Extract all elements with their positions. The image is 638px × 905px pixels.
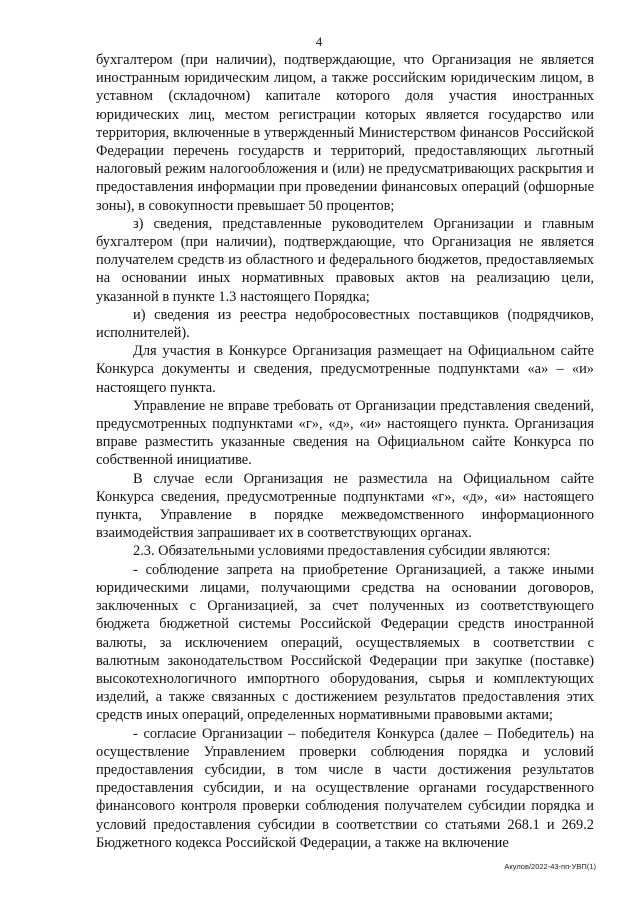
paragraph-2: з) сведения, представленные руководителем Организации и главным бухгалтером (при наличии), подтверждающие, что Организация не является получателем средств из областного и федерального бюджетов, предоставляемых на основании иных нормативных правовых актов на реализацию цели, указанной в пункте 1.3 настоящего Порядка;: [96, 215, 594, 305]
paragraph-5: Управление не вправе требовать от Организации представления сведений, предусмотренных подпунктами «г», «д», «и» настоящего пункта. Организация вправе разместить указанные сведения на Официальном сайте Конкурса по собственной инициативе.: [96, 397, 594, 469]
paragraph-4: Для участия в Конкурсе Организация размещает на Официальном сайте Конкурса документы и сведения, предусмотренные подпунктами «а» – «и» настоящего пункта.: [96, 343, 594, 396]
footer-document-code: Акулов/2022-43-пп-УВП(1): [504, 862, 596, 871]
paragraph-3: и) сведения из реестра недобросовестных поставщиков (подрядчиков, исполнителей).: [96, 306, 594, 342]
page-number: 4: [315, 34, 323, 49]
paragraph-6: В случае если Организация не разместила на Официальном сайте Конкурса сведения, предусмотренные подпунктами «г», «д», «и» настоящего пункта, Управление в порядке межведомственного информационного взаимодействия запрашивает их в соответствующих органах.: [96, 470, 594, 542]
paragraph-7: 2.3. Обязательными условиями предоставления субсидии являются:: [133, 543, 551, 560]
paragraph-8: - соблюдение запрета на приобретение Организацией, а также иными юридическими лицами, получающими средства на основании договоров, заключенных с Организацией, за счет полученных из соответствующего бюджета бюджетной системы Российской Федерации средств иностранной валюты, за исключением операций, осуществляемых в соответствии с валютным законодательством Российской Федерации при закупке (поставке) высокотехнологичного импортного оборудования, сырья и комплектующих изделий, а также связанных с достижением результатов предоставления этих средств иных операций, определенных нормативными правовыми актами;: [96, 561, 594, 724]
paragraph-1: бухгалтером (при наличии), подтверждающие, что Организация не является иностранным юридическим лицом, а также российским юридическим лицом, в уставном (складочном) капитале которого доля участия иностранных юридических лиц, местом регистрации которых является государство или территория, включенные в утвержденный Министерством финансов Российской Федерации перечень государств и территорий, предоставляющих льготный налоговый режим налогообложения и (или) не предусматривающих раскрытия и предоставления информации при проведении финансовых операций (офшорные зоны), в совокупности превышает 50 процентов;: [96, 52, 594, 214]
paragraph-9: - согласие Организации – победителя Конкурса (далее – Победитель) на осуществление Управлением проверки соблюдения порядка и условий предоставления субсидии, в том числе в части достижения результатов предоставления субсидии, и на осуществление органами государственного финансового контроля проверки соблюдения получателем субсидии порядка и условий предоставления субсидии в соответствии со статьями 268.1 и 269.2 Бюджетного кодекса Российской Федерации, а также на включение: [96, 725, 594, 851]
body-text: [96, 51, 594, 852]
